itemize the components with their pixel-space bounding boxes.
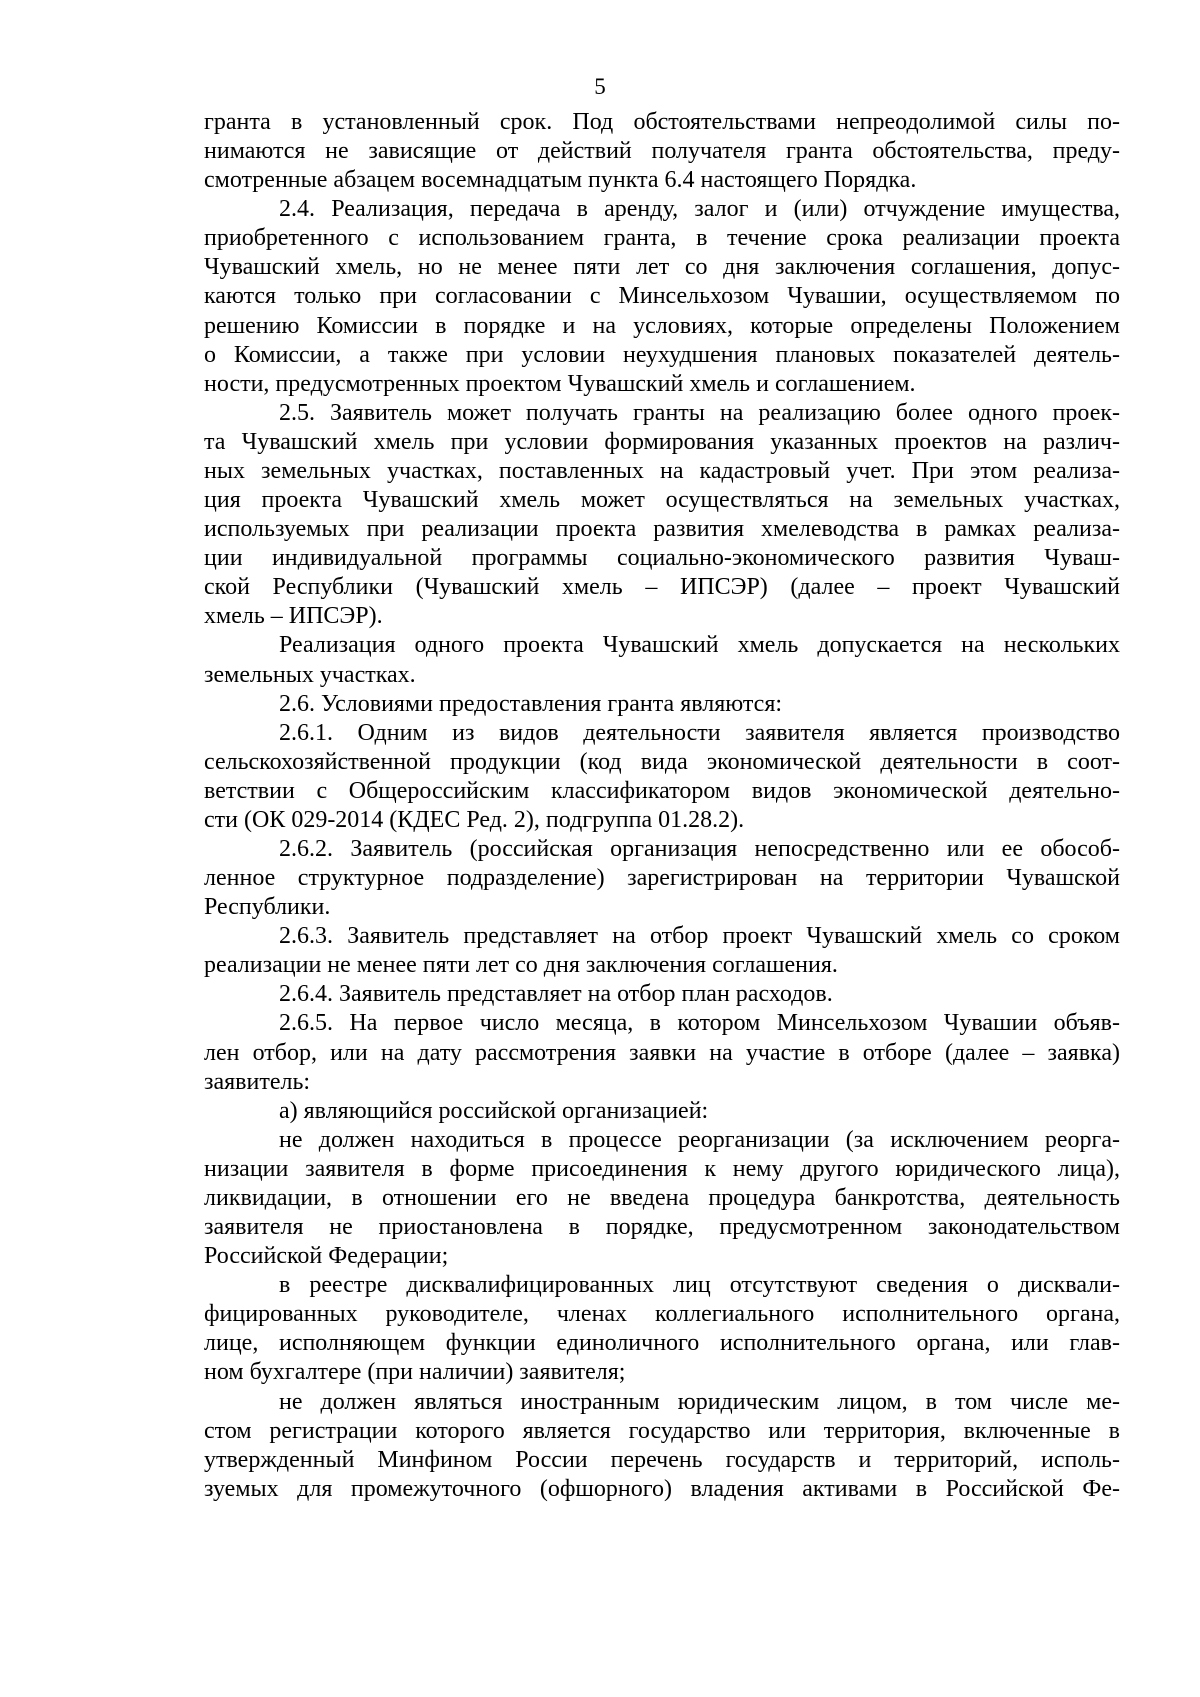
- text-line: сельскохозяйственной продукции (код вида экономической деятельности в соот-: [204, 749, 1120, 775]
- text-line: ности, предусмотренных проектом Чувашский хмель и соглашением.: [204, 371, 916, 397]
- text-line: смотренные абзацем восемнадцатым пункта 6.4 настоящего Порядка.: [204, 167, 917, 193]
- text-line: лице, исполняющем функции единоличного исполнительного органа, или глав-: [204, 1330, 1120, 1356]
- text-line: гранта в установленный срок. Под обстоятельствами непреодолимой силы по-: [204, 109, 1120, 135]
- text-line: 2.6.1. Одним из видов деятельности заявителя является производство: [279, 720, 1120, 746]
- text-line: а) являющийся российской организацией:: [279, 1098, 709, 1124]
- text-line: в реестре дисквалифицированных лиц отсутствуют сведения о дисквали-: [279, 1272, 1120, 1298]
- text-line: приобретенного с использованием гранта, в течение срока реализации проекта: [204, 225, 1120, 251]
- text-line: 2.6.2. Заявитель (российская организация непосредственно или ее обособ-: [279, 836, 1120, 862]
- text-line: ской Республики (Чувашский хмель – ИПСЭР) (далее – проект Чувашский: [204, 574, 1120, 600]
- text-line: 2.6.5. На первое число месяца, в котором Минсельхозом Чувашии объяв-: [279, 1010, 1120, 1036]
- text-line: каются только при согласовании с Минсельхозом Чувашии, осуществляемом по: [204, 283, 1120, 309]
- text-line: о Комиссии, а также при условии неухудшения плановых показателей деятель-: [204, 342, 1120, 368]
- text-line: фицированных руководителе, членах коллегиального исполнительного органа,: [204, 1301, 1120, 1327]
- text-line: заявителя не приостановлена в порядке, предусмотренном законодательством: [204, 1214, 1120, 1240]
- text-line: ленное структурное подразделение) зарегистрирован на территории Чувашской: [204, 865, 1120, 891]
- text-line: ция проекта Чувашский хмель может осуществляться на земельных участках,: [204, 487, 1120, 513]
- text-line: 2.5. Заявитель может получать гранты на реализацию более одного проек-: [279, 400, 1120, 426]
- text-line: та Чувашский хмель при условии формирования указанных проектов на различ-: [204, 429, 1120, 455]
- text-line: Реализация одного проекта Чувашский хмель допускается на нескольких: [279, 632, 1120, 658]
- text-line: стом регистрации которого является государство или территория, включенные в: [204, 1418, 1120, 1444]
- text-line: лен отбор, или на дату рассмотрения заявки на участие в отборе (далее – заявка): [204, 1040, 1120, 1066]
- text-line: Российской Федерации;: [204, 1243, 449, 1269]
- text-line: заявитель:: [204, 1069, 311, 1095]
- text-line: 2.4. Реализация, передача в аренду, залог и (или) отчуждение имущества,: [279, 196, 1120, 222]
- text-line: ветствии с Общероссийским классификатором видов экономической деятельно-: [204, 778, 1120, 804]
- text-line: решению Комиссии в порядке и на условиях, которые определены Положением: [204, 313, 1120, 339]
- text-line: утвержденный Минфином России перечень государств и территорий, исполь-: [204, 1447, 1120, 1473]
- page-number: 5: [594, 74, 606, 99]
- text-line: реализации не менее пяти лет со дня заключения соглашения.: [204, 952, 838, 978]
- text-line: 2.6.4. Заявитель представляет на отбор план расходов.: [279, 981, 833, 1007]
- text-line: Чувашский хмель, но не менее пяти лет со дня заключения соглашения, допус-: [204, 254, 1120, 280]
- text-line: ции индивидуальной программы социально-экономического развития Чуваш-: [204, 545, 1120, 571]
- text-line: земельных участках.: [204, 662, 416, 688]
- text-line: не должен находиться в процессе реорганизации (за исключением реорга-: [279, 1127, 1120, 1153]
- text-line: 2.6.3. Заявитель представляет на отбор проект Чувашский хмель со сроком: [279, 923, 1120, 949]
- text-line: низации заявителя в форме присоединения к нему другого юридического лица),: [204, 1156, 1120, 1182]
- text-line: ном бухгалтере (при наличии) заявителя;: [204, 1359, 626, 1385]
- text-line: 2.6. Условиями предоставления гранта являются:: [279, 691, 783, 717]
- text-line: используемых при реализации проекта развития хмелеводства в рамках реализа-: [204, 516, 1120, 542]
- text-line: ликвидации, в отношении его не введена процедура банкротства, деятельность: [204, 1185, 1120, 1211]
- text-line: сти (ОК 029-2014 (КДЕС Ред. 2), подгруппа 01.28.2).: [204, 807, 745, 833]
- text-line: не должен являться иностранным юридическим лицом, в том числе ме-: [279, 1389, 1120, 1415]
- text-line: зуемых для промежуточного (офшорного) владения активами в Российской Фе-: [204, 1476, 1120, 1502]
- text-line: ных земельных участках, поставленных на кадастровый учет. При этом реализа-: [204, 458, 1120, 484]
- text-line: Республики.: [204, 894, 331, 920]
- text-line: хмель – ИПСЭР).: [204, 603, 383, 629]
- text-line: нимаются не зависящие от действий получателя гранта обстоятельства, преду-: [204, 138, 1120, 164]
